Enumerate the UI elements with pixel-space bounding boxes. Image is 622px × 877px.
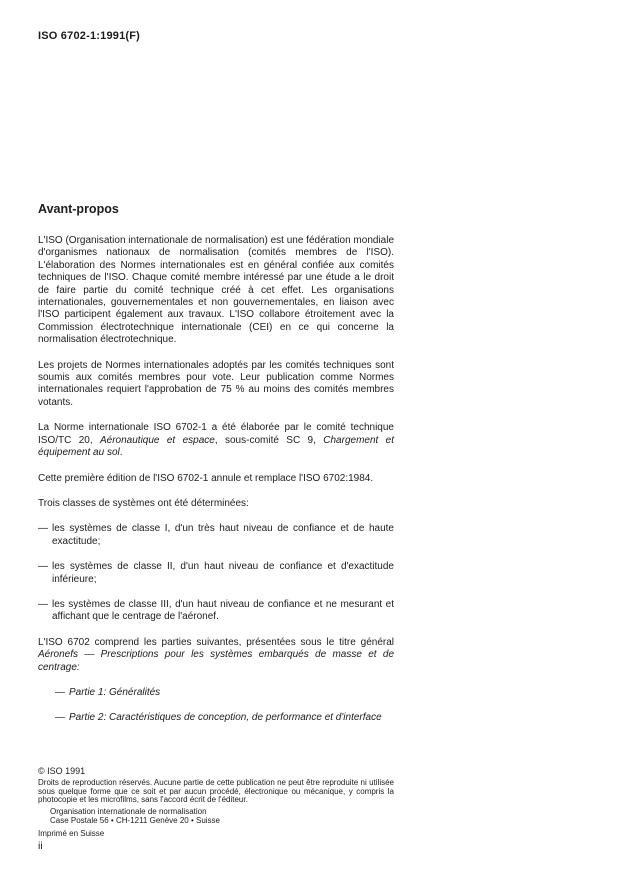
document-reference: ISO 6702-1:1991(F): [38, 30, 141, 42]
text-segment: L'ISO 6702 comprend les parties suivantes, présentées sous le titre général: [38, 636, 394, 648]
copyright-line: © ISO 1991: [38, 766, 86, 776]
page-number: ii: [38, 840, 43, 852]
text-segment: .: [119, 447, 123, 459]
italic-segment: Aéronefs — Prescriptions pour les systèmes embarqués de masse et de centrage:: [38, 649, 394, 673]
class-2-text: les systèmes de classe II, d'un haut niveau de confiance et d'exactitude inférieure;: [52, 561, 394, 585]
class-list-item: [38, 599, 394, 624]
paragraph-classes-intro: Trois classes de systèmes ont été déterminées:: [38, 497, 249, 509]
part-1-text: Partie 1: Généralités: [69, 686, 161, 698]
list-dash: —: [55, 686, 65, 698]
paragraph-edition: Cette première édition de l'ISO 6702-1 annule et remplace l'ISO 6702:1984.: [38, 472, 374, 484]
list-dash: —: [38, 523, 48, 535]
list-dash: —: [55, 712, 65, 724]
publisher-address: Case Postale 56 • CH-1211 Genève 20 • Suisse: [50, 815, 220, 825]
paragraph-parts-intro: [38, 637, 394, 674]
section-title: Avant-propos: [38, 202, 119, 216]
paragraph-voting: Les projets de Normes internationales adoptés par les comités techniques sont soumis aux comités membres pour vote. Leur publication comme Normes internationales requiert l'approbation de 75 % au moins des comités membres votants.: [38, 359, 394, 408]
rights-notice: Droits de reproduction réservés. Aucune partie de cette publication ne peut être reproduite ni utilisée sous quelque forme que ce soit et par aucun procédé, électronique ou mécanique, y compris la photocopie et les microfilms, sans l'accord écrit de l'éditeur.: [38, 778, 394, 805]
paragraph-committee: [38, 422, 394, 459]
italic-segment: Aéronautique et espace: [100, 434, 215, 446]
publisher-name: Organisation internationale de normalisation: [50, 806, 207, 816]
class-list-item: [38, 561, 394, 586]
printed-in-notice: Imprimé en Suisse: [38, 829, 105, 839]
foreword-section: [38, 202, 394, 738]
paragraph-iso-intro: L'ISO (Organisation internationale de normalisation) est une fédération mondiale d'organismes nationaux de normalisation (comités membres de l'ISO). L'élaboration des Normes internationales est en général confiée aux comités techniques de l'ISO. Chaque comité membre intéressé par une étude a le droit de faire partie du comité technique créé à cet effet. Les organisations internationales, gouvernementales et non gouvernementales, en liaison avec l'ISO participent également aux travaux. L'ISO collabore étroitement avec la Commission électrotechnique internationale (CEI) en ce qui concerne la normalisation électrotechnique.: [38, 235, 395, 346]
class-3-text: les systèmes de classe III, d'un haut niveau de confiance et ne mesurant et affichant que le centrage de l'aéronef.: [52, 598, 394, 623]
class-list-item: [38, 523, 394, 548]
copyright-block: [38, 766, 394, 838]
italic-segment: Chargement et équipement au sol: [38, 434, 395, 459]
list-dash: —: [38, 561, 48, 573]
text-segment: , sous-comité SC 9,: [214, 434, 324, 446]
class-1-text: les systèmes de classe I, d'un très haut niveau de confiance et de haute exactitude;: [52, 523, 394, 547]
list-dash: —: [38, 598, 48, 610]
part-list-item: [55, 687, 394, 699]
text-segment: La Norme internationale ISO 6702-1 a été élaborée par le comité technique ISO/TC 20,: [38, 422, 394, 446]
part-2-text: Partie 2: Caractéristiques de conception, de performance et d'interface: [69, 712, 382, 724]
part-list-item: [55, 712, 394, 724]
